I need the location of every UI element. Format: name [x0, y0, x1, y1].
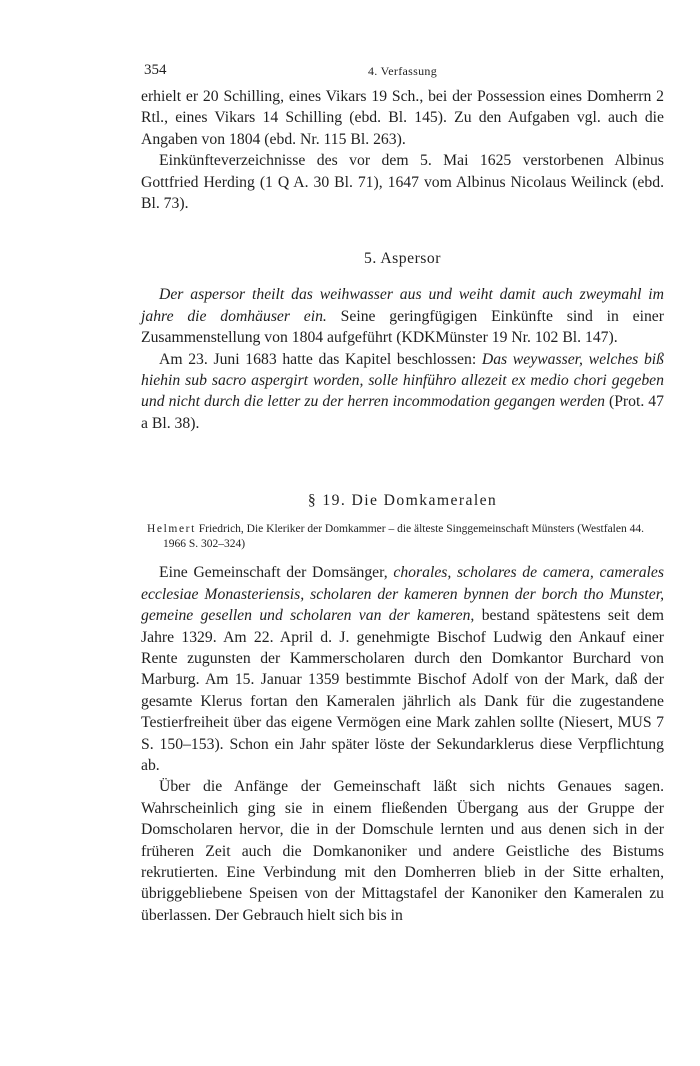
- aspersor-p2-start: Am 23. Juni 1683 hatte das Kapitel beschlossen:: [159, 350, 482, 368]
- literature-details: Friedrich, Die Kleriker der Domkammer – die älteste Singgemeinschaft Münsters (Westfalen 44. 1966 S. 302–324): [163, 523, 644, 551]
- book-page: [141, 62, 664, 926]
- kameralen-paragraph-2: Über die Anfänge der Gemeinschaft läßt sich nichts Genaues sagen. Wahrscheinlich ging sie in einem fließenden Übergang aus der Gruppe der Domscholaren hervor, die in der Domschule lernten und aus denen sich in der früheren Zeit auch die Domkanoniker und andere Geistliche des Bistums rekrutierten. Eine Verbindung mit den Domherren blieb in der Sitte erhalten, übriggebliebene Speisen von der Mittagstafel der Kanoniker den Kameralen zu überlassen. Der Gebrauch hielt sich bis in: [141, 778, 664, 924]
- aspersor-p2-end: (Prot. 47 a Bl. 38).: [141, 393, 664, 432]
- intro-paragraph-2: Einkünfteverzeichnisse des vor dem 5. Mai 1625 verstorbenen Albinus Gottfried Herding (1 Q A. 30 Bl. 71), 1647 vom Albinus Nicolaus Weilinck (ebd. Bl. 73).: [141, 152, 664, 213]
- section-heading-aspersor: 5. Aspersor: [364, 250, 441, 268]
- aspersor-p2-quote: Das weywasser, welches biß hiehin sub sacro aspergirt worden, solle hinführo allezeit ex medio chori gegeben und nicht durch die letter zu der herren incommodation gegangen werden: [141, 350, 664, 411]
- running-head: 4. Verfassung: [367, 64, 437, 78]
- kameralen-paragraph-1: [141, 562, 664, 776]
- kameralen-p1-start: Eine Gemeinschaft der Domsänger,: [159, 564, 394, 582]
- literature-reference: [141, 522, 664, 552]
- aspersor-paragraph-1: [141, 284, 664, 348]
- intro-paragraph-1: erhielt er 20 Schilling, eines Vikars 19 Sch., bei der Possession eines Domherrn 2 Rtl., eines Vikars 14 Schilling (ebd. Bl. 145). Zu den Aufgaben vgl. auch die Angaben von 1804 (ebd. Nr. 115 Bl. 263).: [141, 88, 664, 148]
- aspersor-quote: Der aspersor theilt das weihwasser aus und weiht damit auch zweymahl im jahre die domhäuser ein.: [141, 286, 664, 325]
- literature-author: Helmert: [147, 523, 196, 536]
- page-number: 354: [144, 62, 167, 78]
- kameralen-p1-rest: bestand spätestens seit dem Jahre 1329. Am 22. April d. J. genehmigte Bischof Ludwig den Ankauf einer Rente zugunsten der Kammerscholaren durch den Domkantor Burchard von Marburg. Am 15. Januar 1359 bestimmte Bischof Adolf von der Mark, daß der gesamte Klerus fortan den Kameralen jährlich als Dank für die zugestandene Testierfreiheit über das eigene Vermögen eine Mark zahlen sollte (Niesert, MUS 7 S. 150–153). Schon ein Jahr später löste der Sekundarklerus diese Verpflichtung ab.: [141, 607, 664, 774]
- page-header: [141, 62, 664, 86]
- aspersor-text: Seine geringfügigen Einkünfte sind in einer Zusammenstellung von 1804 aufgeführt (KDKMünster 19 Nr. 102 Bl. 147).: [141, 307, 664, 347]
- aspersor-paragraph-2: [141, 349, 664, 435]
- kameralen-p1-quote: chorales, scholares de camera, camerales ecclesiae Monasteriensis, scholaren der kameren bynnen der borch tho Munster, gemeine gesellen und scholaren van der kameren,: [141, 564, 664, 625]
- section-heading-domkameralen: § 19. Die Domkameralen: [307, 492, 498, 510]
